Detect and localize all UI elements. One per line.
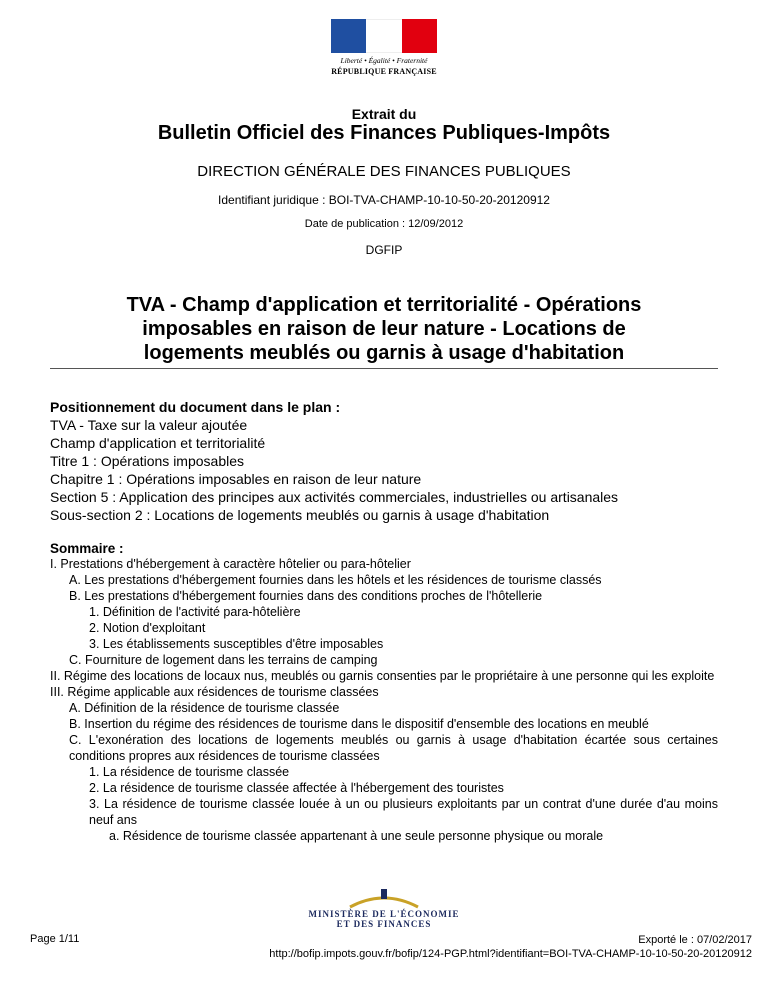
sommaire-item: A. Définition de la résidence de tourisme classée: [69, 701, 340, 715]
sommaire-item: B. Les prestations d'hébergement fournies dans des conditions proches de l'hôtellerie: [69, 589, 543, 603]
sommaire-item: III. Régime applicable aux résidences de tourisme classées: [50, 685, 379, 699]
title-line: TVA - Champ d'application et territorialité - Opérations: [126, 294, 642, 316]
ministere-logo: [300, 887, 468, 929]
title-line: imposables en raison de leur nature - Locations de: [142, 318, 626, 340]
source-url[interactable]: http://bofip.impots.gouv.fr/bofip/124-PGP.html?identifiant=BOI-TVA-CHAMP-10-10-50-20-20120912: [269, 948, 752, 960]
sommaire-item: 2. Notion d'exploitant: [89, 621, 206, 635]
page-number: Page 1/11: [30, 933, 80, 945]
plan-line: Champ d'application et territorialité: [50, 435, 266, 451]
sommaire-heading: Sommaire :: [50, 541, 124, 556]
plan-line: Section 5 : Application des principes aux activités commerciales, industrielles ou artisanales: [50, 489, 619, 505]
sommaire-item: a. Résidence de tourisme classée appartenant à une seule personne physique ou morale: [109, 829, 604, 843]
sommaire-item: 1. La résidence de tourisme classée: [89, 765, 290, 779]
ministere-emblem-icon: [344, 887, 424, 909]
sommaire-item: II. Régime des locations de locaux nus, meublés ou garnis consenties par le propriétaire à une personne qui les exploite: [50, 669, 715, 683]
export-date: Exporté le : 07/02/2017: [638, 934, 752, 946]
sommaire-item: C. Fourniture de logement dans les terrains de camping: [69, 653, 378, 667]
plan-section: [50, 398, 730, 524]
footer-export-info: [269, 933, 752, 961]
sommaire-item: A. Les prestations d'hébergement fournies dans les hôtels et les résidences de tourisme classés: [69, 573, 602, 587]
dgfip-label: DGFIP: [365, 243, 403, 257]
direction-label: DIRECTION GÉNÉRALE DES FINANCES PUBLIQUES: [197, 163, 571, 180]
bulletin-title: Bulletin Officiel des Finances Publiques-Impôts: [157, 122, 611, 144]
sommaire-item: 2. La résidence de tourisme classée affectée à l'hébergement des touristes: [89, 781, 504, 795]
extrait-label: Extrait du: [351, 106, 417, 122]
identifiant-juridique: Identifiant juridique : BOI-TVA-CHAMP-10-10-50-20-20120912: [218, 193, 550, 207]
marianne-flag-icon: [331, 19, 437, 53]
sommaire-item: 3. La résidence de tourisme classée louée à un ou plusieurs exploitants par un contrat d'une durée d'au moins neuf ans: [89, 797, 718, 827]
logo-republique: RÉPUBLIQUE FRANÇAISE: [331, 67, 437, 76]
document-title: [84, 293, 684, 365]
logo-motto: Liberté • Égalité • Fraternité: [340, 56, 428, 65]
sommaire-item: C. L'exonération des locations de logements meublés ou garnis à usage d'habitation écartée sous certaines conditions propres aux résidences de tourisme classées: [69, 733, 718, 763]
plan-line: Sous-section 2 : Locations de logements meublés ou garnis à usage d'habitation: [50, 507, 550, 523]
sommaire-item: I. Prestations d'hébergement à caractère hôtelier ou para-hôtelier: [50, 557, 411, 571]
republique-francaise-logo: [331, 19, 437, 76]
title-line: logements meublés ou garnis à usage d'habitation: [143, 342, 625, 364]
plan-heading: Positionnement du document dans le plan :: [50, 399, 341, 415]
sommaire-item: B. Insertion du régime des résidences de tourisme dans le dispositif d'ensemble des locations en meublé: [69, 717, 649, 731]
sommaire-item: 1. Définition de l'activité para-hôtelière: [89, 605, 301, 619]
ministere-name-line1: MINISTÈRE DE L'ÉCONOMIE: [308, 909, 460, 919]
sommaire-list: [50, 556, 718, 844]
sommaire-item: 3. Les établissements susceptibles d'être imposables: [89, 637, 384, 651]
plan-line: Chapitre 1 : Opérations imposables en raison de leur nature: [50, 471, 422, 487]
plan-line: TVA - Taxe sur la valeur ajoutée: [50, 417, 248, 433]
ministere-name-line2: ET DES FINANCES: [336, 919, 432, 929]
title-divider: [50, 368, 718, 369]
plan-line: Titre 1 : Opérations imposables: [50, 453, 245, 469]
date-publication: Date de publication : 12/09/2012: [304, 218, 464, 230]
